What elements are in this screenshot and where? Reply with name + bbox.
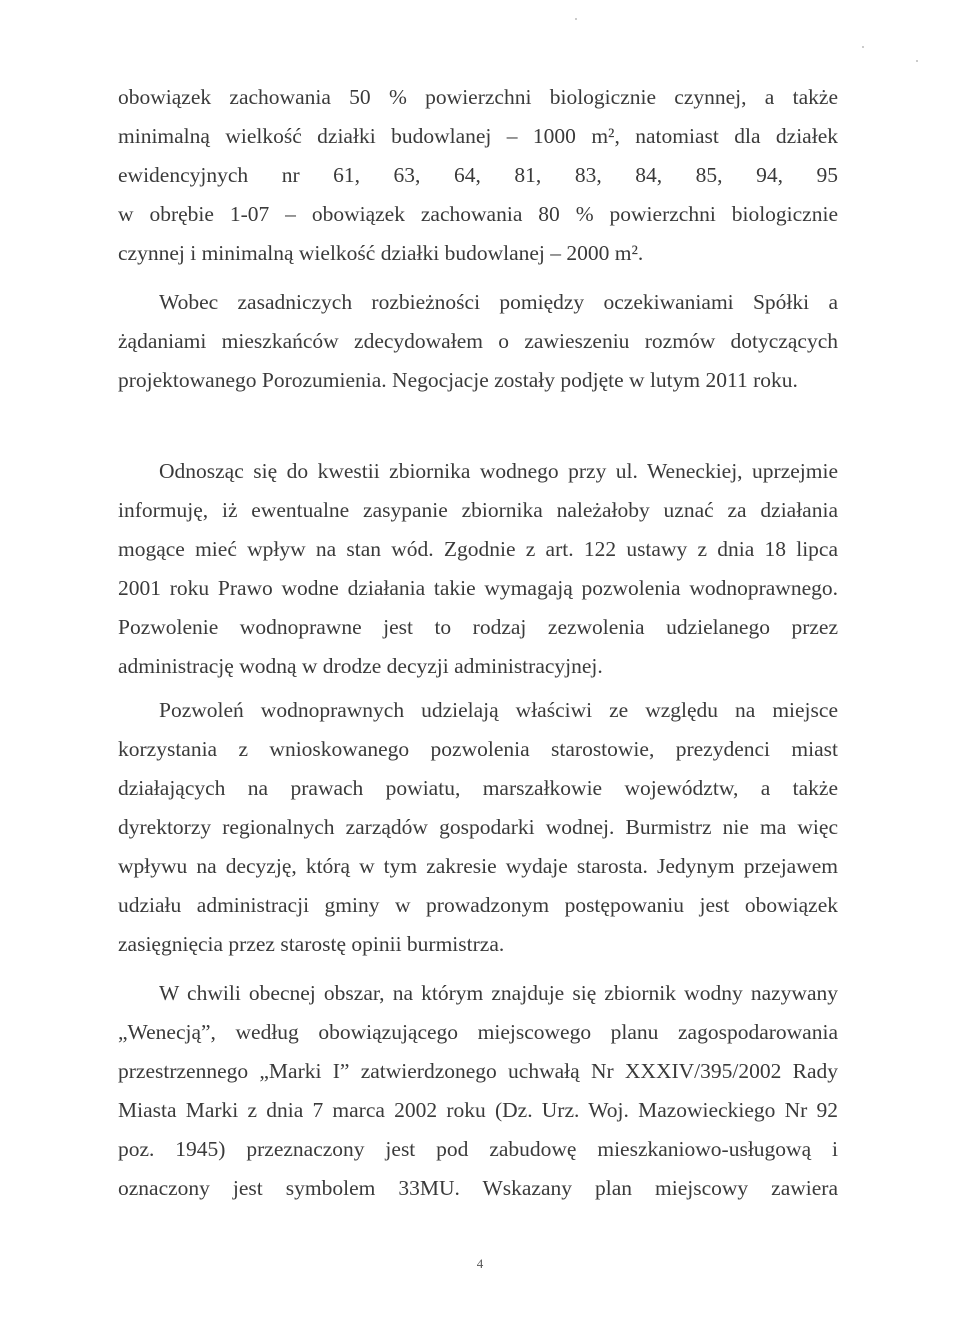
text-line: poz. 1945) przeznaczony jest pod zabudowę mieszkaniowo-usługową i (118, 1137, 838, 1161)
text-line: przestrzennego „Marki I” zatwierdzonego uchwałą Nr XXXIV/395/2002 Rady (118, 1059, 838, 1083)
text-line: wpływu na decyzję, którą w tym zakresie wydaje starosta. Jedynym przejawem (118, 854, 838, 878)
text-line: w obrębie 1-07 – obowiązek zachowania 80 % powierzchni biologicznie (118, 202, 838, 226)
text-line: oznaczony jest symbolem 33MU. Wskazany plan miejscowy zawiera (118, 1176, 838, 1200)
scan-speck (575, 18, 577, 20)
text-line: informuję, iż ewentualne zasypanie zbiornika należałoby uznać za działania (118, 498, 838, 522)
text-line: Pozwoleń wodnoprawnych udzielają właściwi ze względu na miejsce (159, 698, 838, 722)
text-line: Miasta Marki z dnia 7 marca 2002 roku (Dz. Urz. Woj. Mazowieckiego Nr 92 (118, 1098, 838, 1122)
text-line: minimalną wielkość działki budowlanej – 1000 m², natomiast dla działek (118, 124, 838, 148)
text-line: projektowanego Porozumienia. Negocjacje zostały podjęte w lutym 2011 roku. (118, 368, 798, 392)
text-line: Wobec zasadniczych rozbieżności pomiędzy oczekiwaniami Spółki a (159, 290, 838, 314)
scan-speck (916, 60, 918, 62)
text-line: administrację wodną w drodze decyzji administracyjnej. (118, 654, 603, 678)
text-line: dyrektorzy regionalnych zarządów gospodarki wodnej. Burmistrz nie ma więc (118, 815, 838, 839)
text-line: „Wenecją”, według obowiązującego miejscowego planu zagospodarowania (118, 1020, 838, 1044)
text-line: 2001 roku Prawo wodne działania takie wymagają pozwolenia wodnoprawnego. (118, 576, 838, 600)
page-number: 4 (476, 1256, 484, 1271)
text-line: działających na prawach powiatu, marszałkowie województw, a także (118, 776, 838, 800)
text-line: Pozwolenie wodnoprawne jest to rodzaj zezwolenia udzielanego przez (118, 615, 838, 639)
scan-speck (862, 46, 864, 48)
text-line: mogące mieć wpływ na stan wód. Zgodnie z art. 122 ustawy z dnia 18 lipca (118, 537, 838, 561)
text-line: korzystania z wnioskowanego pozwolenia starostowie, prezydenci miast (118, 737, 838, 761)
text-line: Odnosząc się do kwestii zbiornika wodnego przy ul. Weneckiej, uprzejmie (159, 459, 838, 483)
text-line: W chwili obecnej obszar, na którym znajduje się zbiornik wodny nazywany (159, 981, 838, 1005)
text-line: obowiązek zachowania 50 % powierzchni biologicznie czynnej, a także (118, 85, 838, 109)
text-line: udziału administracji gminy w prowadzonym postępowaniu jest obowiązek (118, 893, 838, 917)
text-line: ewidencyjnych nr 61, 63, 64, 81, 83, 84, 85, 94, 95 (118, 163, 838, 187)
text-line: żądaniami mieszkańców zdecydowałem o zawieszeniu rozmów dotyczących (118, 329, 838, 353)
text-line: zasięgnięcia przez starostę opinii burmistrza. (118, 932, 505, 956)
text-line: czynnej i minimalną wielkość działki budowlanej – 2000 m². (118, 241, 644, 265)
